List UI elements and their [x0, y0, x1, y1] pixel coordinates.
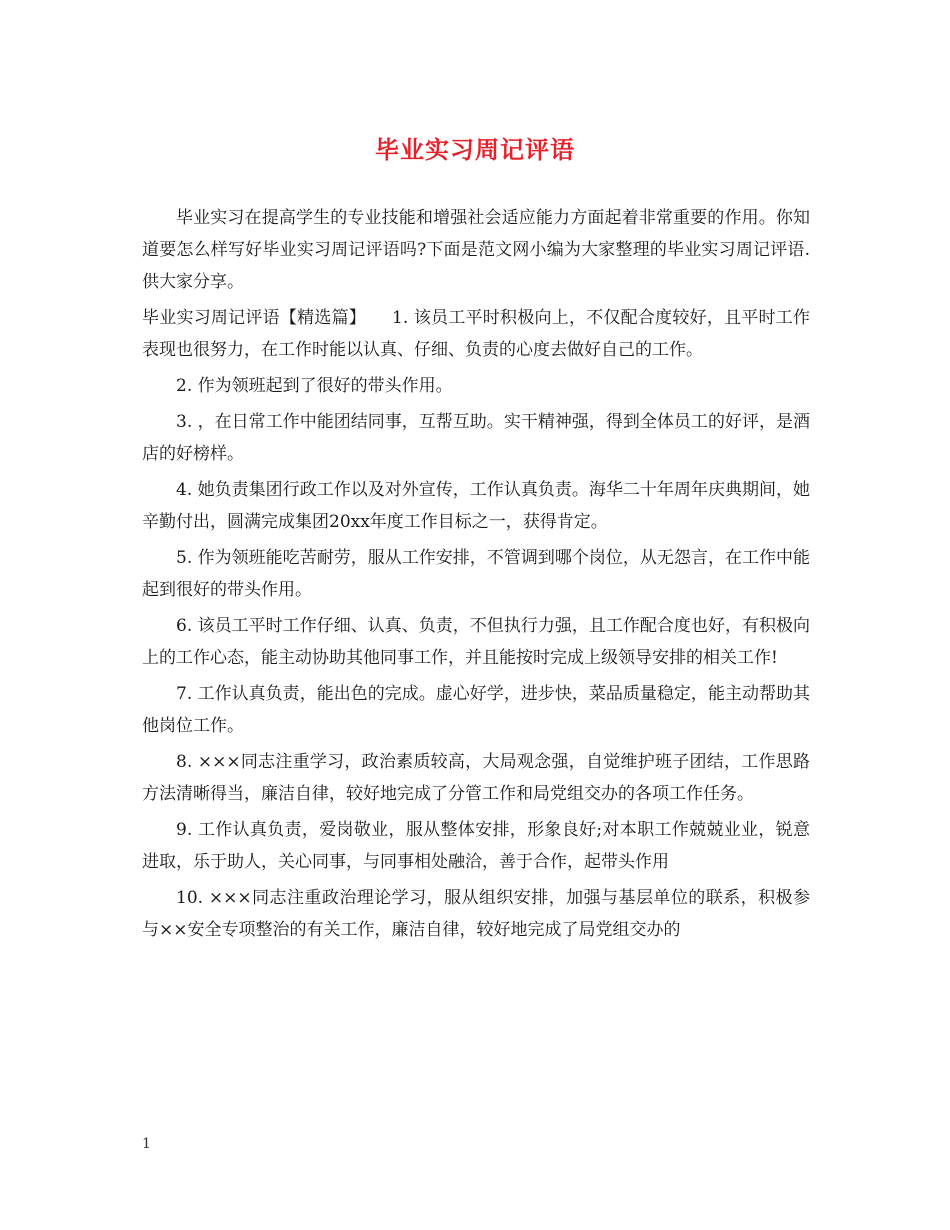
paragraph-1: 毕业实习周记评语【精选篇】 1. 该员工平时积极向上，不仅配合度较好，且平时工作表现也很努力，在工作时能以认真、仔细、负责的心度去做好自己的工作。 — [142, 308, 810, 360]
paragraph-6: 6. 该员工平时工作仔细、认真、负责，不但执行力强，且工作配合度也好，有积极向上的工作心态，能主动协助其他同事工作，并且能按时完成上级领导安排的相关工作! — [142, 616, 810, 668]
paragraph-4: 4. 她负责集团行政工作以及对外宣传，工作认真负责。海华二十年周年庆典期间，她辛勤付出，圆满完成集团20xx年度工作目标之一，获得肯定。 — [142, 480, 810, 532]
document-title: 毕业实习周记评语 — [375, 135, 575, 164]
paragraph-3: 3. ，在日常工作中能团结同事，互帮互助。实干精神强，得到全体员工的好评，是酒店的好榜样。 — [142, 412, 810, 464]
document-body — [142, 202, 810, 950]
paragraph-7: 7. 工作认真负责，能出色的完成。虚心好学，进步快，菜品质量稳定，能主动帮助其他岗位工作。 — [142, 684, 810, 736]
intro-paragraph: 毕业实习在提高学生的专业技能和增强社会适应能力方面起着非常重要的作用。你知道要怎么样写好毕业实习周记评语吗?下面是范文网小编为大家整理的毕业实习周记评语.供大家分享。 — [142, 208, 810, 292]
paragraph-10: 10. ×××同志注重政治理论学习，服从组织安排，加强与基层单位的联系，积极参与××安全专项整治的有关工作，廉洁自律，较好地完成了局党组交办的 — [142, 888, 810, 940]
paragraph-8: 8. ×××同志注重学习，政治素质较高，大局观念强，自觉维护班子团结，工作思路方法清晰得当，廉洁自律，较好地完成了分管工作和局党组交办的各项工作任务。 — [142, 752, 810, 804]
paragraph-9: 9. 工作认真负责，爱岗敬业，服从整体安排，形象良好;对本职工作兢兢业业，锐意进取，乐于助人，关心同事，与同事相处融洽，善于合作，起带头作用 — [142, 820, 810, 872]
paragraph-2: 2. 作为领班起到了很好的带头作用。 — [176, 376, 453, 396]
page-number: 1 — [142, 1136, 151, 1152]
paragraph-5: 5. 作为领班能吃苦耐劳，服从工作安排，不管调到哪个岗位，从无怨言，在工作中能起到很好的带头作用。 — [142, 548, 810, 600]
